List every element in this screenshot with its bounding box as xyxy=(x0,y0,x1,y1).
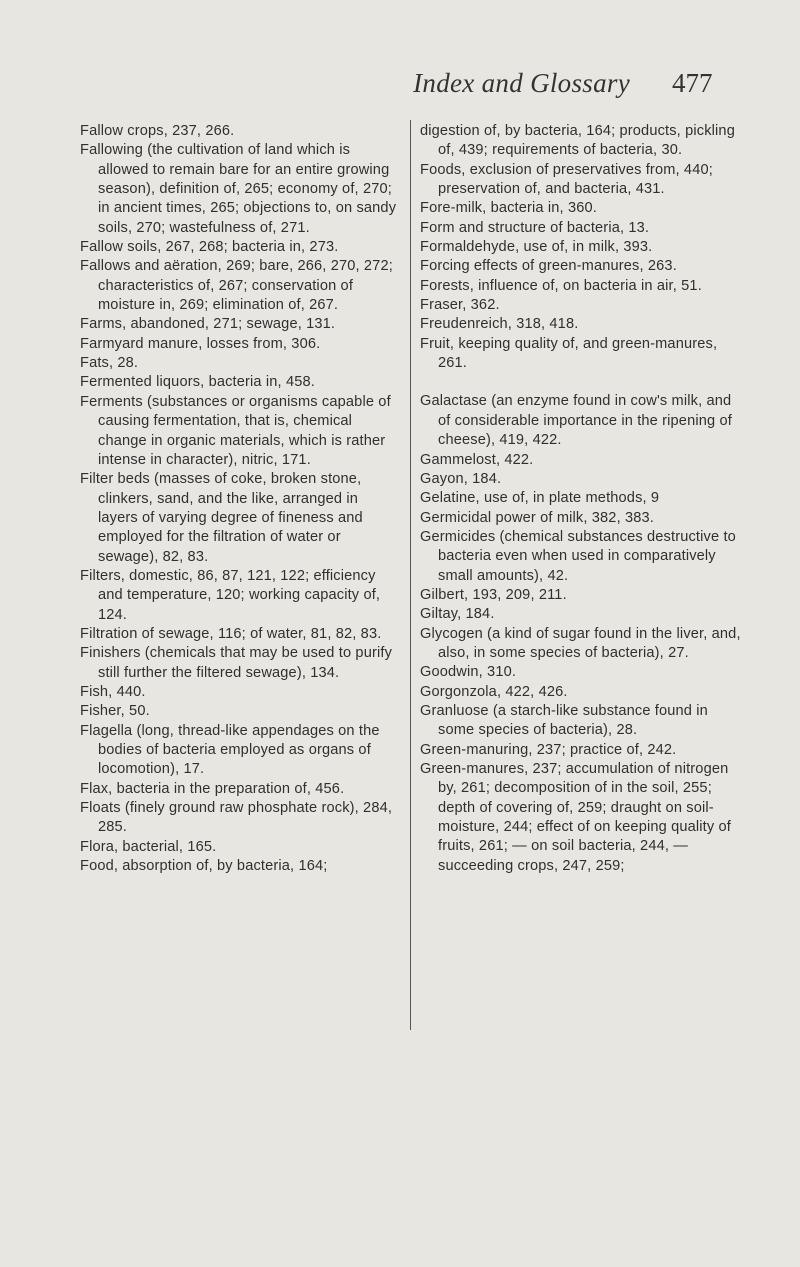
page-header xyxy=(0,68,800,104)
index-entry: Fallows and aëration, 269; bare, 266, 270, 272; characteristics of, 267; conservation of moisture in, 269; elimination of, 267. xyxy=(80,258,393,314)
page-number: 477 xyxy=(672,68,713,98)
index-entry: Fraser, 362. xyxy=(420,297,500,314)
index-entry: Glycogen (a kind of sugar found in the liver, and, also, in some species of bacteria), 27. xyxy=(420,625,741,661)
index-entry: Giltay, 184. xyxy=(420,606,495,623)
index-entry: Finishers (chemicals that may be used to purify still further the filtered sewage), 134. xyxy=(80,645,393,681)
column-divider xyxy=(410,120,411,1030)
index-entry: Foods, exclusion of preservatives from, 440; preservation of, and bacteria, 431. xyxy=(420,161,713,198)
index-entry: Gorgonzola, 422, 426. xyxy=(420,683,568,700)
index-entry: Filters, domestic, 86, 87, 121, 122; efficiency and temperature, 120; working capacity of, 124. xyxy=(80,567,381,623)
index-entry: Flagella (long, thread-like appendages on the bodies of bacteria employed as organs of locomotion), 17. xyxy=(80,722,380,778)
index-entry: Forcing effects of green-manures, 263. xyxy=(420,258,677,275)
index-entry: Fruit, keeping quality of, and green-manures, 261. xyxy=(420,335,718,372)
index-entry: Germicides (chemical substances destructive to bacteria even when used in comparatively small amounts), 42. xyxy=(420,528,736,584)
index-entry: Filtration of sewage, 116; of water, 81, 82, 83. xyxy=(80,625,382,642)
index-entry: Flora, bacterial, 165. xyxy=(80,838,217,855)
index-entry: Filter beds (masses of coke, broken stone, clinkers, sand, and the like, arranged in layers of varying degree of fineness and employed for the filtration of water or sewage), 82, 83. xyxy=(80,471,363,565)
index-entry: Green-manuring, 237; practice of, 242. xyxy=(420,741,677,758)
index-entry: Farmyard manure, losses from, 306. xyxy=(80,335,321,352)
index-entry: Floats (finely ground raw phosphate rock), 284, 285. xyxy=(80,800,393,836)
index-entry: Gilbert, 193, 209, 211. xyxy=(420,586,567,603)
index-entry: Gayon, 184. xyxy=(420,470,502,487)
index-entry: Germicidal power of milk, 382, 383. xyxy=(420,509,654,526)
index-entry: Form and structure of bacteria, 13. xyxy=(420,219,650,236)
index-entry: Fallow soils, 267, 268; bacteria in, 273. xyxy=(80,239,339,256)
index-entry: Ferments (substances or organisms capable of causing fermentation, that is, chemical change in organic materials, which is rather intense in character), nitric, 171. xyxy=(80,393,391,468)
running-title: Index and Glossary xyxy=(413,68,630,98)
index-entry: Food, absorption of, by bacteria, 164; xyxy=(80,858,328,875)
index-entry: Forests, influence of, on bacteria in air, 51. xyxy=(420,277,702,294)
index-entry: Gelatine, use of, in plate methods, 9 xyxy=(420,490,660,507)
index-entry: Fore-milk, bacteria in, 360. xyxy=(420,200,597,217)
index-entry: Galactase (an enzyme found in cow's milk, and of considerable importance in the ripening of cheese), 419, 422. xyxy=(420,393,732,449)
index-entry: Flax, bacteria in the preparation of, 456. xyxy=(80,780,345,797)
index-column-right xyxy=(420,122,742,876)
index-entry: digestion of, by bacteria, 164; products, pickling of, 439; requirements of bacteria, 30. xyxy=(420,123,735,159)
index-entry: Fallowing (the cultivation of land which is allowed to remain bare for an entire growing season), definition of, 265; economy of, 270; in ancient times, 265; objections to, on sandy soils, 270; wastefulness of, 271. xyxy=(80,142,397,236)
index-entry: Freudenreich, 318, 418. xyxy=(420,316,579,333)
index-entry: Fallow crops, 237, 266. xyxy=(80,123,235,139)
index-entry: Green-manures, 237; accumulation of nitrogen by, 261; decomposition of in the soil, 255; depth of covering of, 259; draught on soil-moisture, 244; effect of on keeping quality of fruits, 261; — on soil bacteria, 244, — succeeding crops, 247, 259; xyxy=(420,761,732,874)
index-entry: Fermented liquors, bacteria in, 458. xyxy=(80,374,315,391)
index-entry: Gammelost, 422. xyxy=(420,451,534,468)
index-entry: Granluose (a starch-like substance found in some species of bacteria), 28. xyxy=(420,702,708,739)
index-entry: Farms, abandoned, 271; sewage, 131. xyxy=(80,316,336,333)
index-entry: Fats, 28. xyxy=(80,355,139,372)
index-entry: Formaldehyde, use of, in milk, 393. xyxy=(420,239,653,256)
index-entry: Fisher, 50. xyxy=(80,703,150,720)
index-entry: Fish, 440. xyxy=(80,683,146,700)
index-entry: Goodwin, 310. xyxy=(420,664,517,681)
index-column-left xyxy=(80,122,402,876)
